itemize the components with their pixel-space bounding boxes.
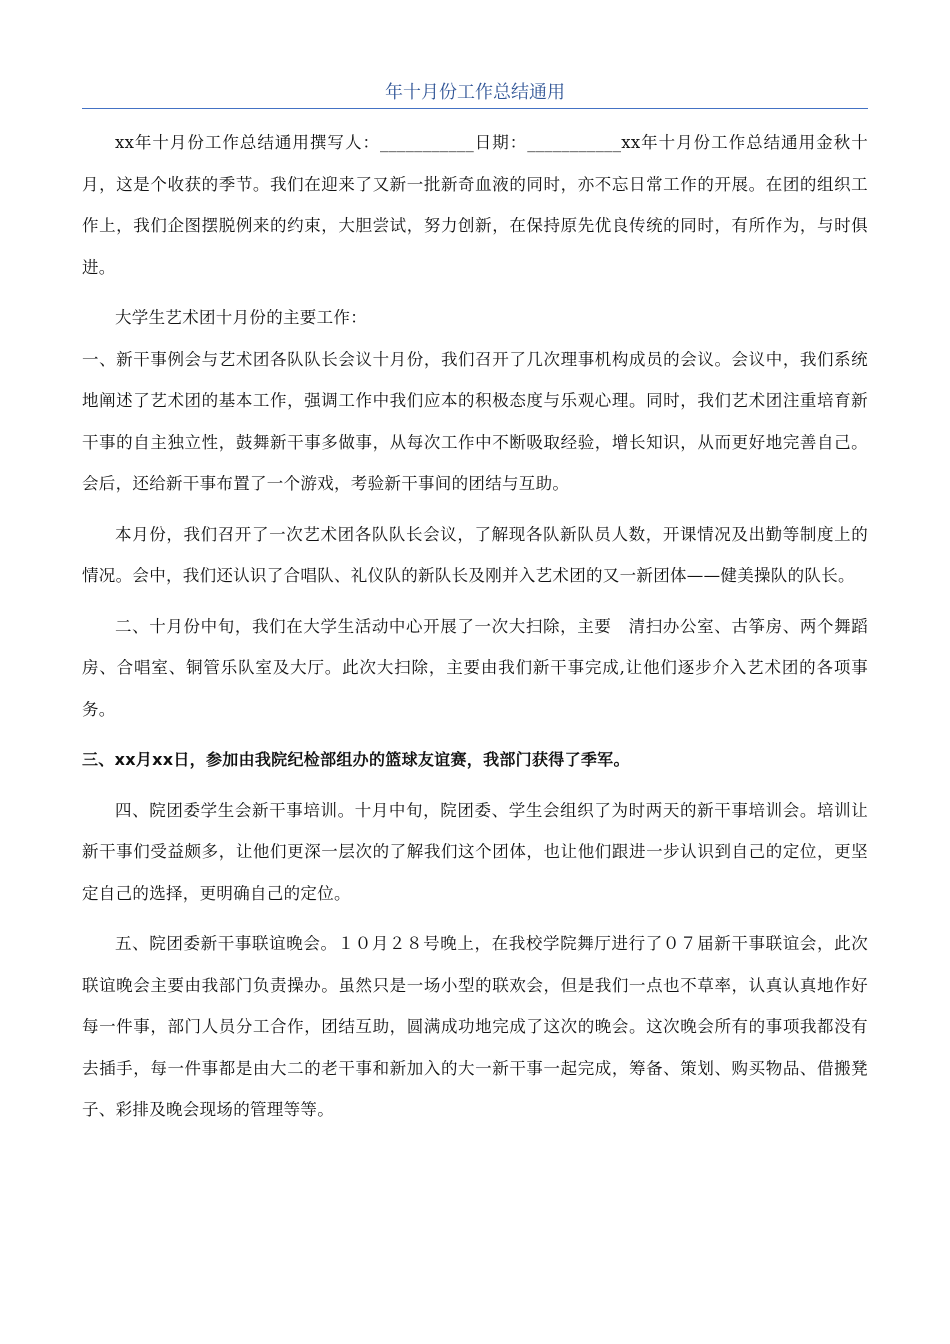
document-body [82, 122, 868, 1131]
paragraph-item-1: 一、新干事例会与艺术团各队队长会议十月份，我们召开了几次理事机构成员的会议。会议中，我们系统地阐述了艺术团的基本工作，强调工作中我们应本的积极态度与乐观心理。同时，我们艺术团注重培育新干事的自主独立性，鼓舞新干事多做事，从每次工作中不断吸取经验，增长知识，从而更好地完善自己。会后，还给新干事布置了一个游戏，考验新干事间的团结与互助。 [82, 349, 868, 493]
paragraph-main-work-heading: 大学生艺术团十月份的主要工作： [115, 308, 367, 327]
paragraph-item-1-continued: 本月份，我们召开了一次艺术团各队队长会议，了解现各队新队员人数，开课情况及出勤等制度上的情况。会中，我们还认识了合唱队、礼仪队的新队长及刚并入艺术团的又一新团体——健美操队的队长。 [82, 524, 868, 585]
paragraph-item-5: 五、院团委新干事联谊晚会。１０月２８号晚上，在我校学院舞厅进行了０７届新干事联谊会，此次联谊晚会主要由我部门负责操办。虽然只是一场小型的联欢会，但是我们一点也不草率，认真认真地作好每一件事，部门人员分工合作，团结互助，圆满成功地完成了这次的晚会。这次晚会所有的事项我都没有去插手，每一件事都是由大二的老干事和新加入的大一新干事一起完成，筹备、策划、购买物品、借搬凳子、彩排及晚会现场的管理等等。 [82, 934, 868, 1119]
header-divider [82, 108, 868, 109]
paragraph-item-4: 四、院团委学生会新干事培训。十月中旬，院团委、学生会组织了为时两天的新干事培训会。培训让新干事们受益颇多，让他们更深一层次的了解我们这个团体，也让他们跟进一步认识到自己的定位，更坚定自己的选择，更明确自己的定位。 [82, 800, 868, 903]
paragraph-item-2: 二、十月份中旬，我们在大学生活动中心开展了一次大扫除，主要 清扫办公室、古筝房、两个舞蹈房、合唱室、铜管乐队室及大厅。此次大扫除，主要由我们新干事完成,让他们逐步介入艺术团的各项事务。 [82, 616, 868, 719]
paragraph-item-3: 三、xx月xx日，参加由我院纪检部组办的篮球友谊赛，我部门获得了季军。 [82, 750, 630, 769]
page-header-title: 年十月份工作总结通用 [385, 82, 565, 103]
paragraph-intro: xx年十月份工作总结通用撰写人：___________日期：___________xx年十月份工作总结通用金秋十月，这是个收获的季节。我们在迎来了又新一批新奇血液的同时，亦不忘日常工作的开展。在团的组织工作上，我们企图摆脱例来的约束，大胆尝试，努力创新，在保持原先优良传统的同时，有所作为，与时俱进。 [82, 133, 868, 277]
